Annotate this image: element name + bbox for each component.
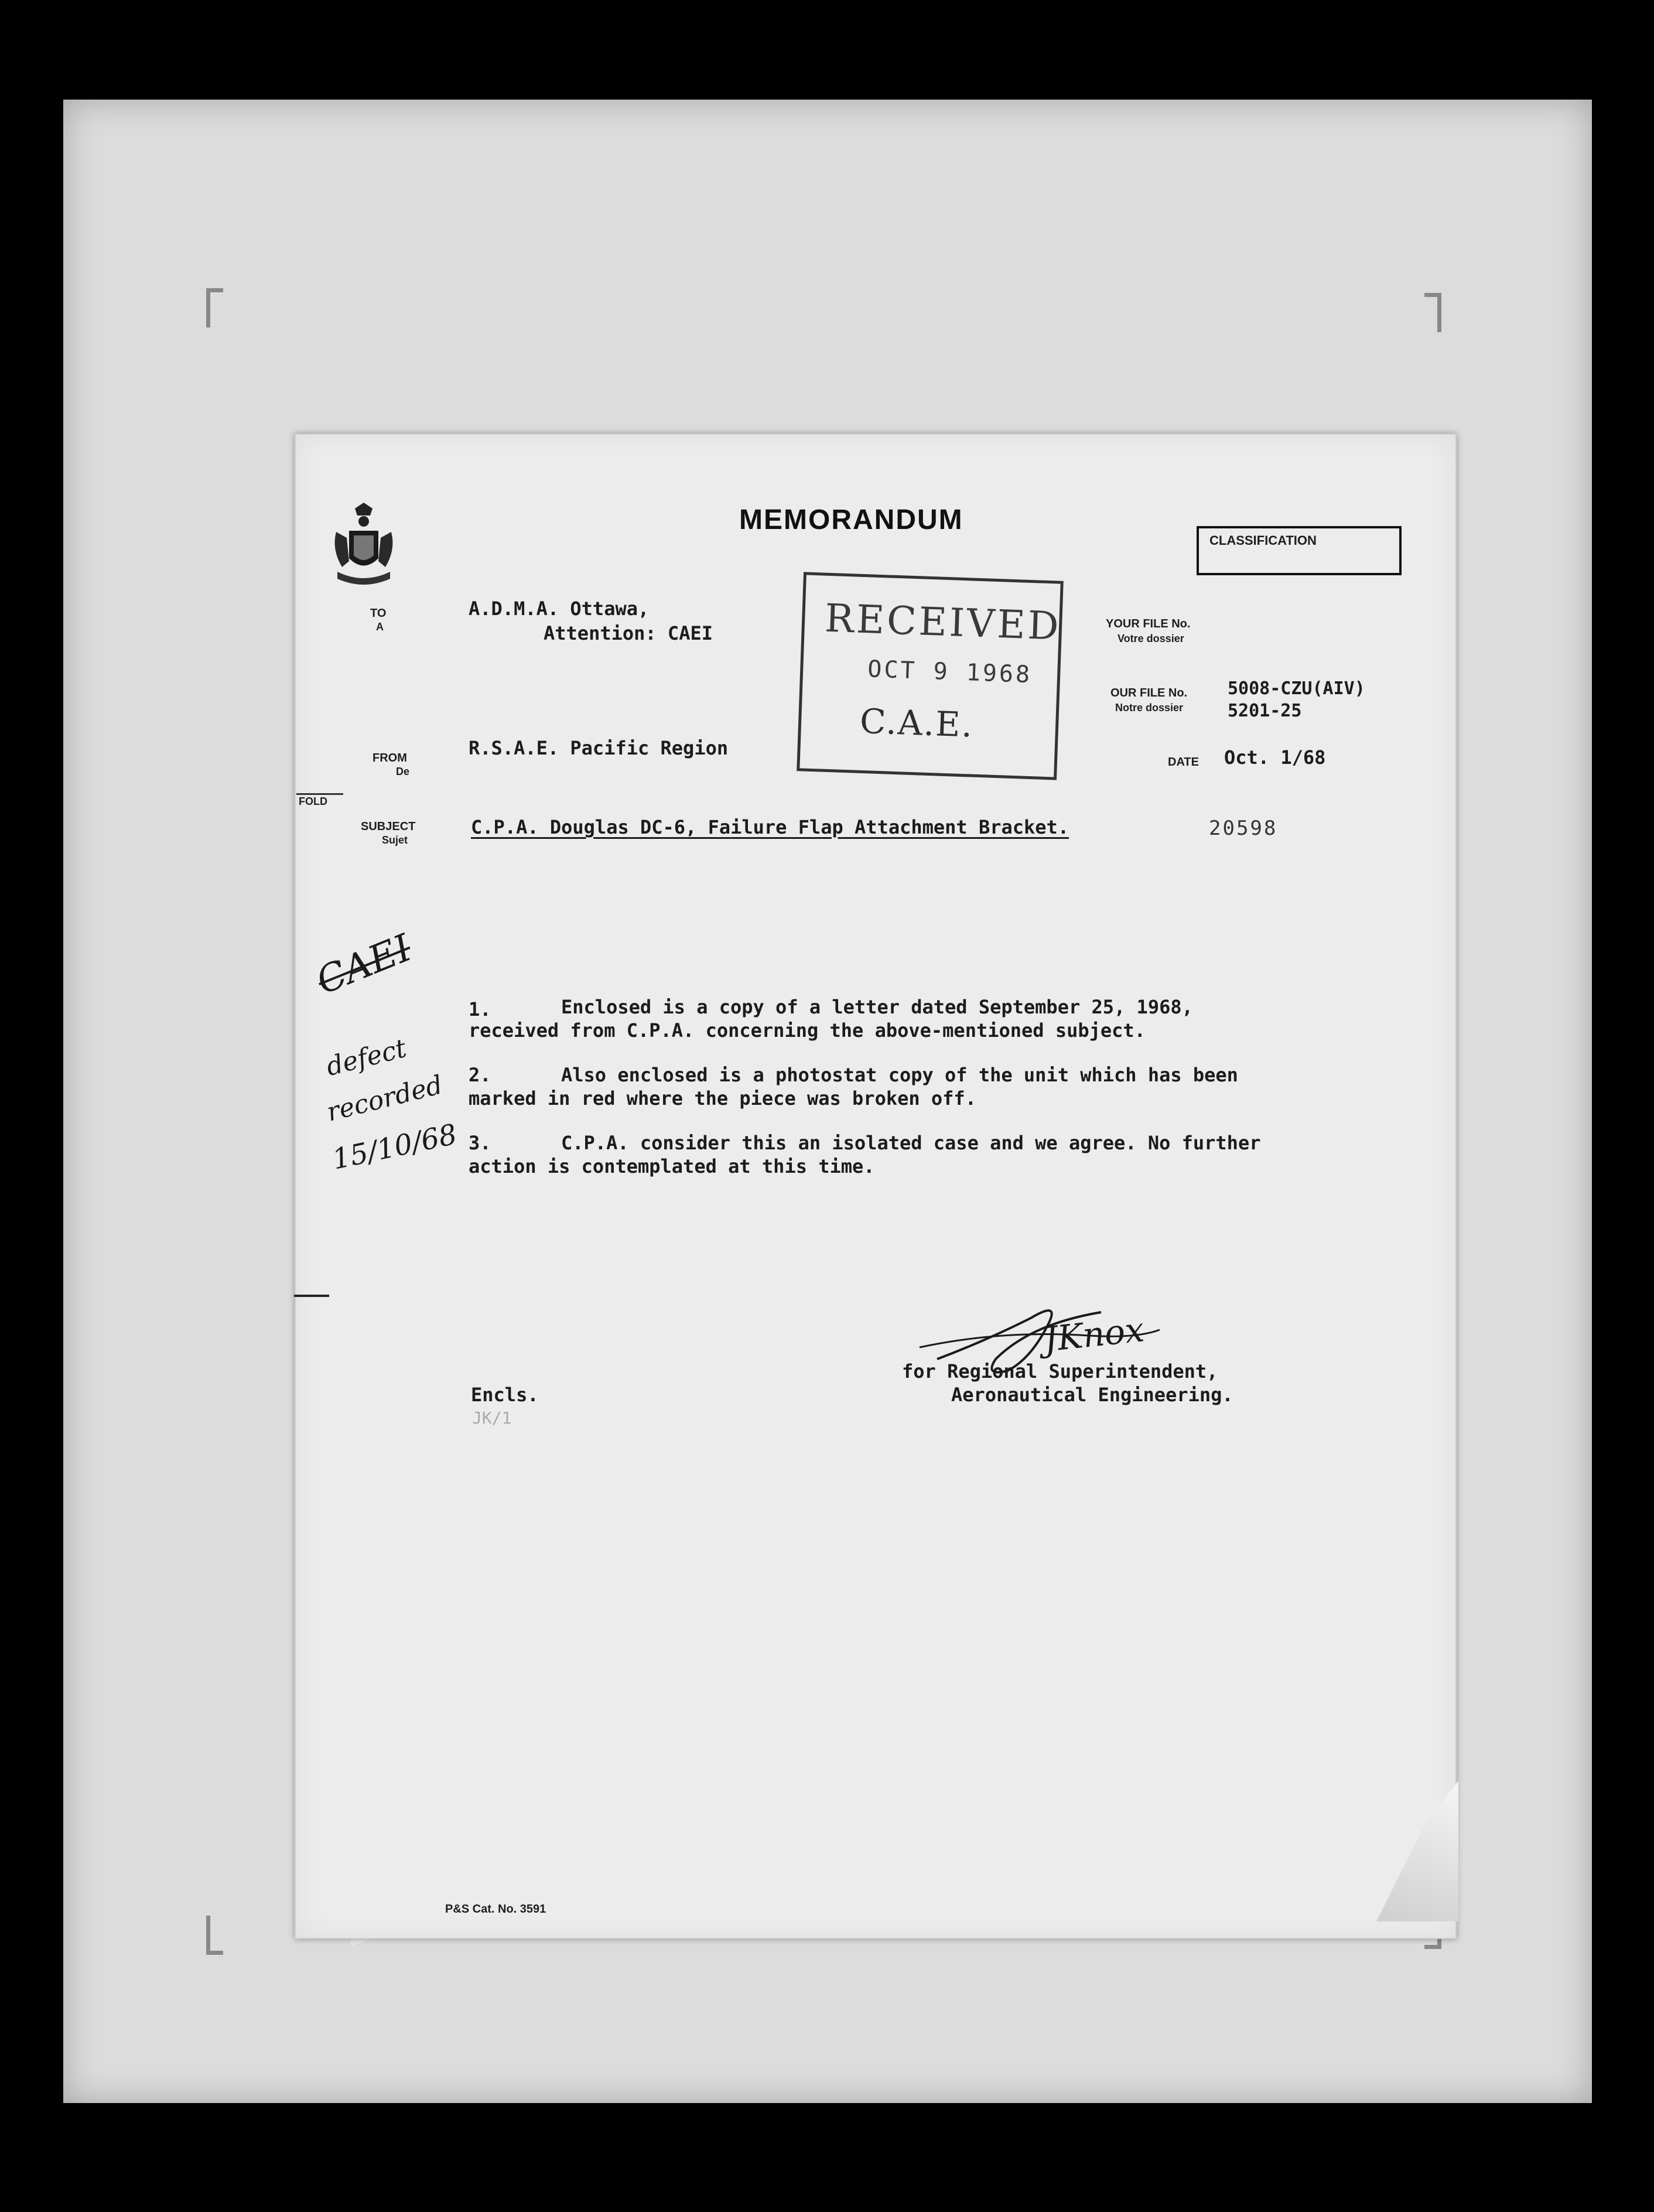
subject-label: SUBJECT xyxy=(361,820,416,833)
from-label: FROM xyxy=(373,752,407,764)
paragraph-3-line-1: C.P.A. consider this an isolated case and we agree. No further xyxy=(561,1132,1261,1154)
from-value: R.S.A.E. Pacific Region xyxy=(469,737,729,759)
stamp-line-3: C.A.E. xyxy=(859,701,975,745)
our-file-label: OUR FILE No. xyxy=(1110,687,1188,699)
paragraph-2-line-1: Also enclosed is a photostat copy of the unit which has been xyxy=(561,1064,1238,1086)
paragraph-2-number: 2. xyxy=(469,1064,491,1086)
received-stamp xyxy=(797,572,1064,780)
fold-label: FOLD xyxy=(299,796,327,807)
signature: JKnox xyxy=(1041,1309,1146,1360)
date-value: Oct. 1/68 xyxy=(1224,746,1326,769)
stamp-line-2: OCT 9 1968 xyxy=(867,656,1033,689)
paragraph-3-line-2: action is contemplated at this time. xyxy=(469,1155,875,1177)
memo-title: MEMORANDUM xyxy=(739,504,963,535)
paragraph-1-number: 1. xyxy=(469,998,491,1020)
to-label: TO xyxy=(370,607,387,620)
crop-mark-top-right xyxy=(1424,293,1441,332)
crop-mark-top-left xyxy=(206,288,223,327)
form-number: P&S Cat. No. 3591 xyxy=(445,1903,546,1916)
our-file-line-2: 5201-25 xyxy=(1228,701,1302,721)
from-label-fr: De xyxy=(396,766,410,777)
handwritten-caei: CAEI xyxy=(310,926,418,1003)
margin-dash xyxy=(294,1295,329,1297)
our-file-label-fr: Notre dossier xyxy=(1115,702,1184,714)
date-label: DATE xyxy=(1168,756,1199,769)
to-line-2: Attention: CAEI xyxy=(544,622,713,644)
our-file-line-1: 5008-CZU(AIV) xyxy=(1228,678,1365,699)
stamp-line-1: RECEIVED xyxy=(823,595,1062,649)
fold-line xyxy=(296,793,343,795)
your-file-label: YOUR FILE No. xyxy=(1106,617,1191,630)
classification-box xyxy=(1197,526,1402,575)
paragraph-2-line-2: marked in red where the piece was broken off. xyxy=(469,1087,976,1110)
serial-number: 20598 xyxy=(1209,817,1278,840)
subject-label-fr: Sujet xyxy=(382,834,408,846)
enclosures-label: Encls. xyxy=(471,1384,539,1406)
paragraph-3-number: 3. xyxy=(469,1132,491,1154)
crop-mark-bottom-left xyxy=(206,1916,223,1955)
handwritten-note-1: defect xyxy=(323,1033,409,1083)
typist-initials: JK/1 xyxy=(472,1408,512,1428)
signature-line-2: Aeronautical Engineering. xyxy=(951,1384,1233,1406)
classification-label: CLASSIFICATION xyxy=(1209,533,1317,548)
paragraph-1-line-2: received from C.P.A. concerning the above-mentioned subject. xyxy=(469,1019,1146,1042)
coat-of-arms-icon xyxy=(332,503,396,590)
to-label-fr: A xyxy=(376,621,384,633)
signature-line-1: for Regional Superintendent, xyxy=(902,1360,1218,1383)
handwritten-note-2: recorded xyxy=(323,1070,446,1128)
to-line-1: A.D.M.A. Ottawa, xyxy=(469,598,650,620)
your-file-label-fr: Votre dossier xyxy=(1118,633,1184,644)
paragraph-1-line-1: Enclosed is a copy of a letter dated September 25, 1968, xyxy=(561,996,1193,1018)
handwritten-note-3: 15/10/68 xyxy=(329,1118,460,1176)
subject-value: C.P.A. Douglas DC-6, Failure Flap Attachment Bracket. xyxy=(471,816,1069,838)
